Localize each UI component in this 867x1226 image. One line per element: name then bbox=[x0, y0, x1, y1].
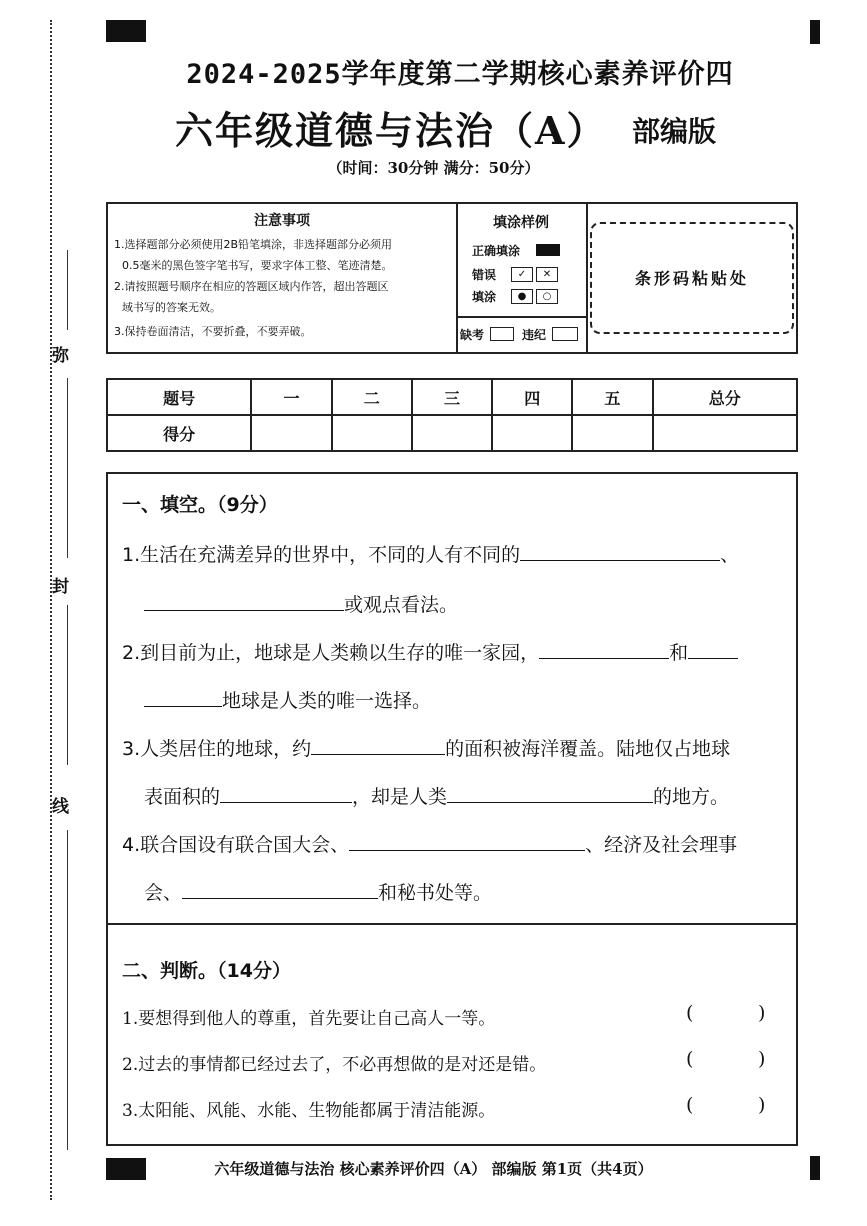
exam-edition: 部编版 bbox=[632, 115, 717, 148]
answer-blank[interactable] bbox=[220, 782, 352, 803]
q3-end: 的地方。 bbox=[653, 786, 730, 808]
answer-blank[interactable] bbox=[144, 590, 344, 611]
q4-text2: 会、 bbox=[144, 882, 183, 904]
answer-blank[interactable] bbox=[447, 782, 653, 803]
registration-mark-top-left bbox=[106, 20, 146, 42]
answer-paren-open: ( bbox=[686, 1048, 694, 1070]
seal-line-segment bbox=[67, 378, 68, 558]
page-footer: 六年级道德与法治 核心素养评价四（A） 部编版 第1页（共4页） bbox=[214, 1160, 653, 1178]
q3-line1 bbox=[122, 734, 730, 761]
q3-text2: 表面积的 bbox=[144, 786, 221, 808]
absence-divider bbox=[456, 316, 586, 318]
q1-punct: 、 bbox=[720, 544, 740, 566]
q1-text-end: 或观点看法。 bbox=[344, 594, 459, 616]
score-table-score-row bbox=[107, 415, 797, 451]
answer-blank[interactable] bbox=[688, 638, 738, 659]
q1-line2 bbox=[144, 590, 458, 617]
seal-line-segment bbox=[67, 250, 68, 330]
q4-end: 和秘书处等。 bbox=[378, 882, 493, 904]
cross-mark-icon: ✕ bbox=[536, 267, 558, 282]
score-table-header-row bbox=[107, 379, 797, 415]
filled-mark-icon bbox=[536, 244, 560, 256]
q3-line2 bbox=[144, 782, 729, 809]
seal-line-segment bbox=[67, 605, 68, 765]
wrong-marks-row2 bbox=[508, 286, 558, 305]
score-cell[interactable] bbox=[492, 415, 572, 451]
score-header-cell: 二 bbox=[332, 379, 412, 415]
score-header-cell: 题号 bbox=[107, 379, 251, 415]
notice-item: 0.5毫米的黑色签字笔书写，要求字体工整、笔迹清楚。 bbox=[122, 259, 393, 272]
q3-text: 3.人类居住的地球，约 bbox=[122, 738, 312, 760]
violation-checkbox[interactable] bbox=[552, 327, 578, 341]
q2-text: 2.到目前为止，地球是人类赖以生存的唯一家园， bbox=[122, 642, 540, 664]
absent-checkbox[interactable] bbox=[490, 327, 514, 341]
absent-label: 缺考 bbox=[460, 328, 485, 342]
score-row-label: 得分 bbox=[107, 415, 251, 451]
q1-line1 bbox=[122, 540, 739, 567]
filled-dot-icon: ● bbox=[511, 289, 533, 304]
answer-blank[interactable] bbox=[144, 686, 222, 707]
answer-blank[interactable] bbox=[539, 638, 669, 659]
q4-text: 4.联合国设有联合国大会、 bbox=[122, 834, 350, 856]
binding-char-mi: 弥 bbox=[52, 346, 69, 366]
score-header-cell: 三 bbox=[412, 379, 492, 415]
exam-title-line1: 2024-2025学年度第二学期核心素养评价四 bbox=[186, 59, 734, 90]
notice-title: 注意事项 bbox=[254, 213, 310, 229]
binding-char-feng: 封 bbox=[52, 577, 69, 597]
barcode-label: 条形码粘贴处 bbox=[634, 269, 749, 288]
q4-line2 bbox=[144, 878, 492, 905]
exam-title-subject: 六年级道德与法治（A） bbox=[175, 108, 607, 153]
q3-mid2: ，却是人类 bbox=[352, 786, 448, 808]
q2-mid: 和 bbox=[669, 642, 689, 664]
question-area bbox=[106, 472, 798, 1146]
section2-title: 二、判断。（14分） bbox=[122, 960, 291, 982]
score-header-cell: 总分 bbox=[653, 379, 797, 415]
notice-item: 域书写的答案无效。 bbox=[122, 301, 221, 314]
notice-item: 1.选择题部分必须使用2B铅笔填涂，非选择题部分必须用 bbox=[114, 238, 393, 251]
fill-sample-section bbox=[456, 204, 588, 352]
notice-item: 3.保持卷面清洁，不要折叠，不要弄破。 bbox=[114, 325, 312, 338]
score-table bbox=[106, 378, 798, 452]
q3-mid: 的面积被海洋覆盖。陆地仅占地球 bbox=[445, 738, 731, 760]
q2-line1 bbox=[122, 638, 738, 665]
fill-sample-wrong-label2: 填涂 bbox=[472, 290, 497, 304]
score-cell[interactable] bbox=[653, 415, 797, 451]
answer-blank[interactable] bbox=[311, 734, 445, 755]
q4-mid: 、经济及社会理事 bbox=[585, 834, 738, 856]
check-mark-icon: ✓ bbox=[511, 267, 533, 282]
q2-line2 bbox=[144, 686, 431, 713]
answer-paren-close[interactable]: ) bbox=[758, 1002, 766, 1024]
score-cell[interactable] bbox=[332, 415, 412, 451]
answer-blank[interactable] bbox=[349, 830, 585, 851]
notice-item: 2.请按照题号顺序在相应的答题区域内作答，超出答题区 bbox=[114, 280, 389, 293]
answer-paren-close[interactable]: ) bbox=[758, 1094, 766, 1116]
fill-sample-title: 填涂样例 bbox=[493, 215, 549, 231]
judge-item: 3.太阳能、风能、水能、生物能都属于清洁能源。 bbox=[122, 1101, 496, 1121]
judge-item: 1.要想得到他人的尊重，首先要让自己高人一等。 bbox=[122, 1009, 496, 1029]
q1-text: 1.生活在充满差异的世界中，不同的人有不同的 bbox=[122, 544, 521, 566]
barcode-area bbox=[590, 222, 794, 334]
registration-mark-top-right bbox=[810, 20, 820, 44]
exam-time-score: （时间：30分钟 满分：50分） bbox=[327, 159, 540, 177]
score-header-cell: 五 bbox=[572, 379, 652, 415]
binding-margin bbox=[44, 20, 74, 1200]
q2-text-end: 地球是人类的唯一选择。 bbox=[222, 690, 432, 712]
score-cell[interactable] bbox=[572, 415, 652, 451]
fill-sample-wrong-label: 错误 bbox=[472, 268, 497, 282]
judge-item: 2.过去的事情都已经过去了，不必再想做的是对还是错。 bbox=[122, 1055, 547, 1075]
answer-paren-close[interactable]: ) bbox=[758, 1048, 766, 1070]
q4-line1 bbox=[122, 830, 737, 857]
binding-char-xian: 线 bbox=[52, 797, 69, 817]
wrong-marks-row1 bbox=[508, 264, 558, 283]
score-cell[interactable] bbox=[251, 415, 331, 451]
answer-paren-open: ( bbox=[686, 1002, 694, 1024]
section1-title: 一、填空。（9分） bbox=[122, 494, 278, 516]
section-divider bbox=[108, 923, 796, 925]
score-header-cell: 四 bbox=[492, 379, 572, 415]
violation-label: 违纪 bbox=[522, 328, 547, 342]
answer-paren-open: ( bbox=[686, 1094, 694, 1116]
instruction-panel bbox=[106, 202, 798, 354]
notice-section bbox=[108, 204, 458, 352]
answer-blank[interactable] bbox=[520, 540, 720, 561]
score-header-cell: 一 bbox=[251, 379, 331, 415]
answer-blank[interactable] bbox=[182, 878, 378, 899]
hollow-circle-icon: ○ bbox=[536, 289, 558, 304]
fill-sample-correct-label: 正确填涂 bbox=[472, 244, 521, 258]
seal-line-segment bbox=[67, 830, 68, 1150]
score-cell[interactable] bbox=[412, 415, 492, 451]
